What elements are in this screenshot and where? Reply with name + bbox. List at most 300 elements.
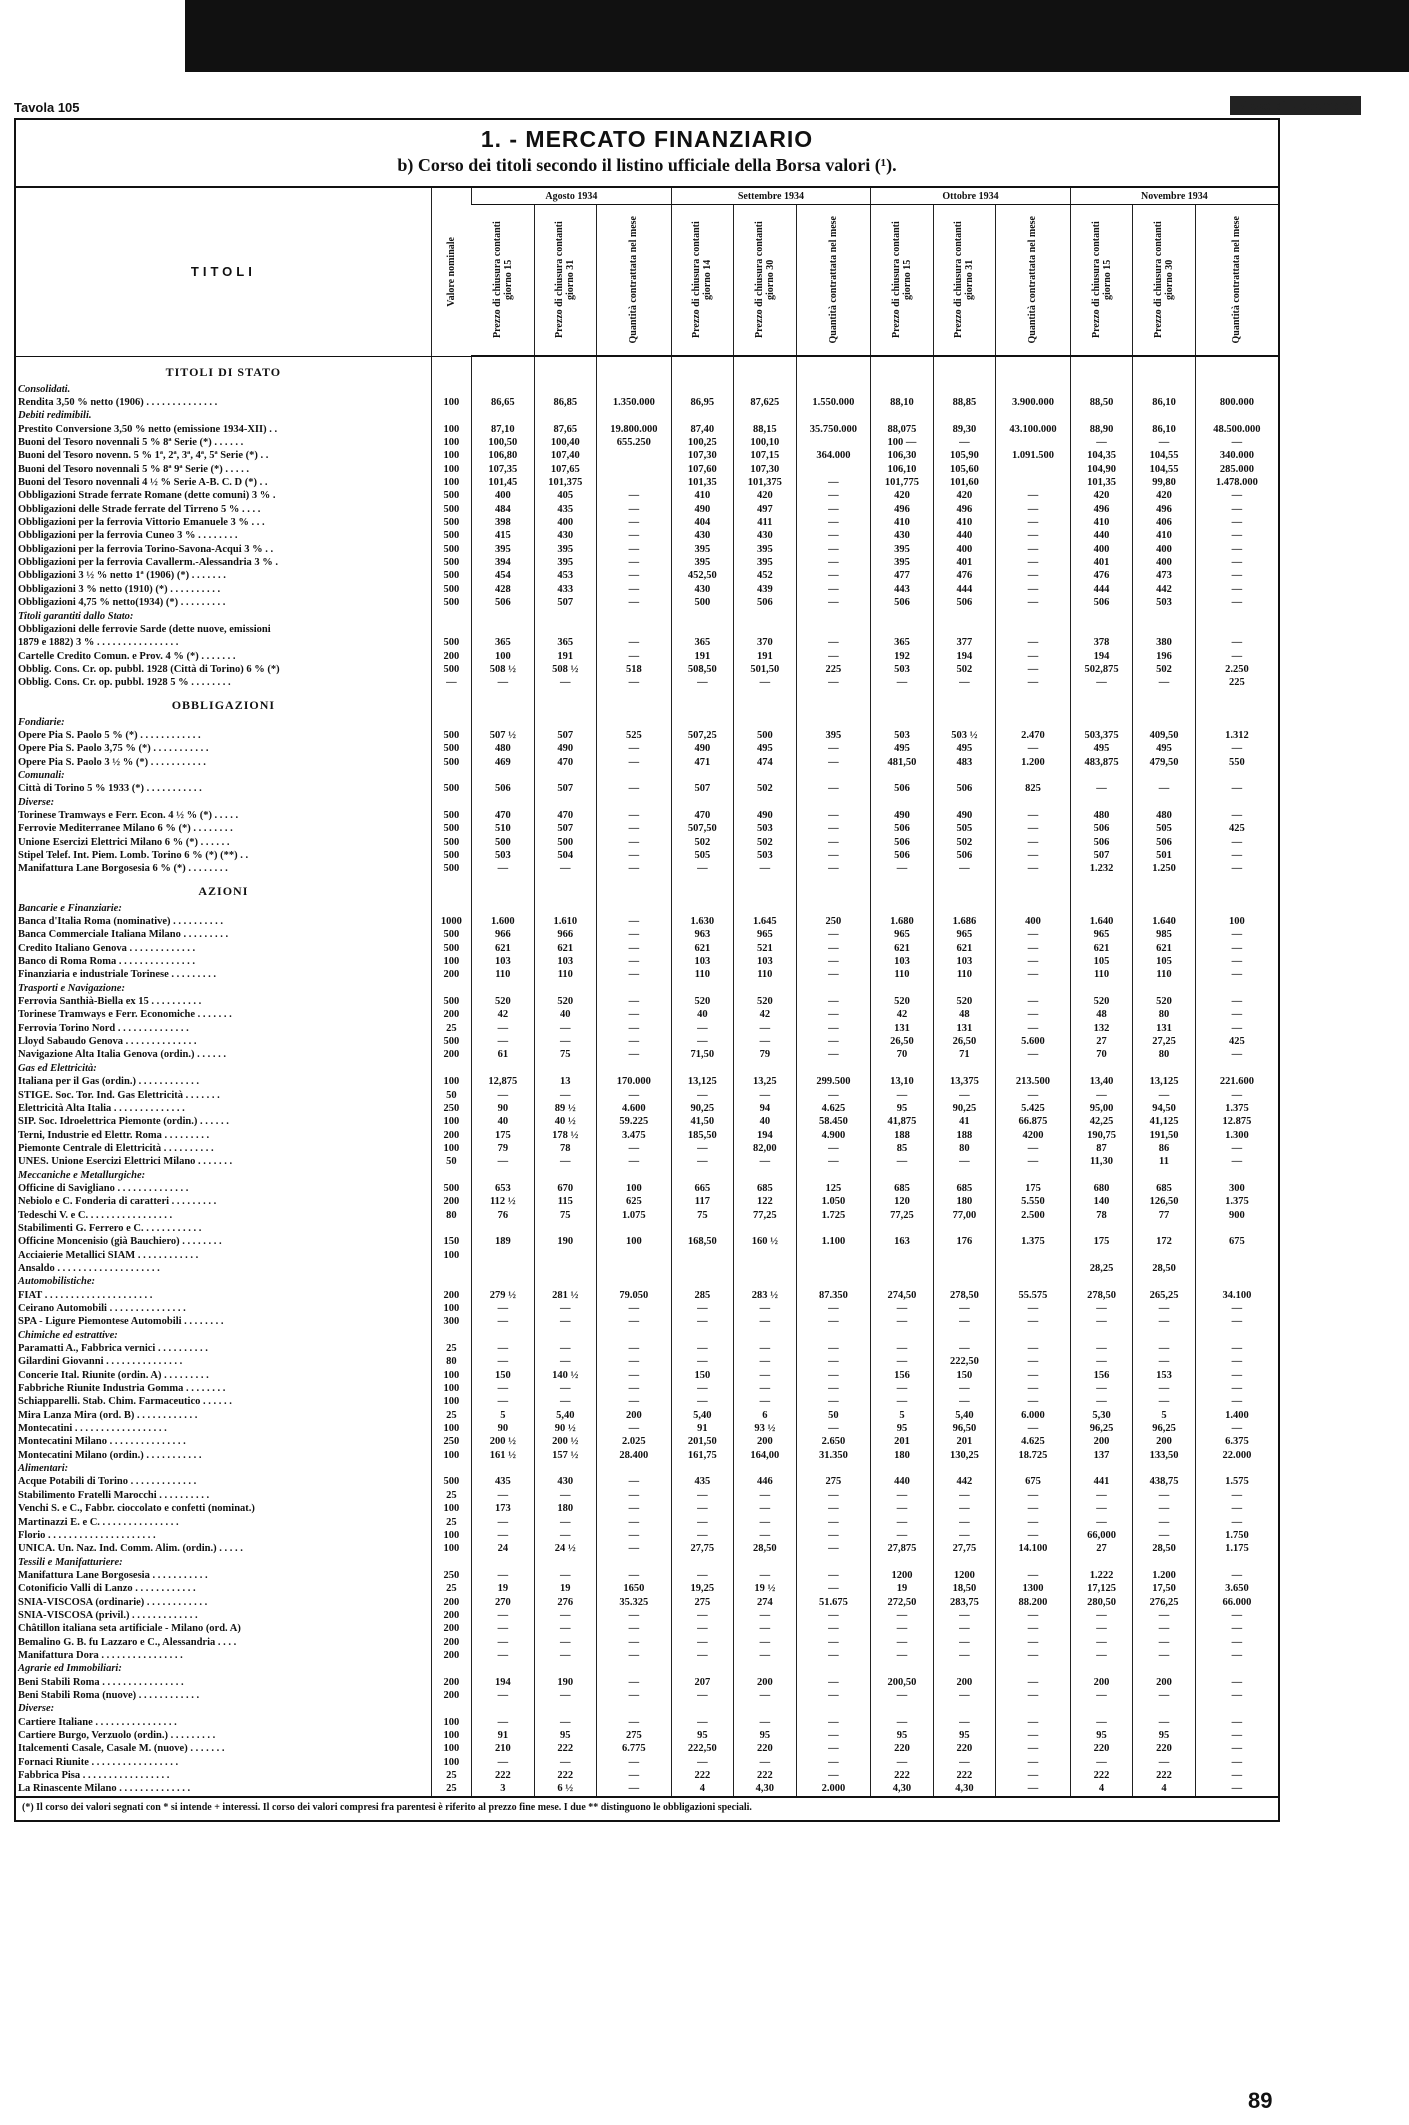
value-cell <box>996 1329 1071 1342</box>
value-cell <box>871 982 933 995</box>
col-header: Prezzo di chiusura contanti giorno 14 <box>671 205 733 357</box>
value-cell: 685 <box>1133 1182 1195 1195</box>
value-cell: 55.575 <box>996 1289 1071 1302</box>
value-cell: — <box>1070 1395 1132 1408</box>
value-cell: — <box>597 503 672 516</box>
value-cell: 506 <box>1133 836 1195 849</box>
value-cell <box>671 1168 733 1181</box>
value-cell: 520 <box>871 995 933 1008</box>
value-cell: 443 <box>871 583 933 596</box>
value-cell: 77,00 <box>933 1208 995 1221</box>
value-cell: 420 <box>933 489 995 502</box>
value-cell: 191,50 <box>1133 1128 1195 1141</box>
value-cell: 95,00 <box>1070 1102 1132 1115</box>
value-cell <box>933 1329 995 1342</box>
value-cell: 395 <box>796 729 871 742</box>
value-cell <box>1133 1462 1195 1475</box>
table-row <box>16 955 1278 968</box>
value-cell: — <box>734 1756 796 1769</box>
security-name: Banca d'Italia Roma (nominative) . . . . . . . . . . <box>18 916 224 928</box>
value-cell: 79 <box>472 1142 534 1155</box>
value-cell: 194 <box>734 1128 796 1141</box>
value-cell: 27 <box>1070 1542 1132 1555</box>
value-cell: — <box>534 1342 596 1355</box>
security-name: Bemalino G. B. fu Lazzaro e C., Alessandria . . . . <box>18 1636 237 1648</box>
value-cell: 13,125 <box>1133 1075 1195 1088</box>
value-cell: — <box>996 862 1071 875</box>
value-cell: — <box>671 1515 733 1528</box>
value-cell: 285.000 <box>1195 463 1278 476</box>
value-cell: — <box>933 1489 995 1502</box>
value-cell: — <box>796 782 871 795</box>
value-cell: 48 <box>933 1008 995 1021</box>
value-cell: 274,50 <box>871 1289 933 1302</box>
value-cell: 502 <box>734 782 796 795</box>
value-cell: 189 <box>472 1235 534 1248</box>
value-cell: — <box>1195 489 1278 502</box>
value-cell: — <box>597 596 672 609</box>
category-row <box>16 609 1278 622</box>
value-cell <box>597 1062 672 1075</box>
value-cell <box>1195 1275 1278 1288</box>
value-cell: 86,85 <box>534 396 596 409</box>
value-cell: — <box>996 1515 1071 1528</box>
value-cell: — <box>534 1689 596 1702</box>
table-row <box>16 1048 1278 1061</box>
security-name: Ferrovia Torino Nord . . . . . . . . . . . . . . <box>18 1022 189 1034</box>
value-cell: — <box>796 1622 871 1635</box>
value-cell: — <box>1195 968 1278 981</box>
value-cell: — <box>796 1315 871 1328</box>
value-cell <box>1070 356 1132 383</box>
value-cell: — <box>597 1382 672 1395</box>
value-cell: 507 <box>534 729 596 742</box>
table-row <box>16 529 1278 542</box>
value-cell: 400 <box>472 489 534 502</box>
value-cell: — <box>597 1142 672 1155</box>
value-cell: 28,25 <box>1070 1262 1132 1275</box>
security-name: Buoni del Tesoro novenn. 5 % 1ª, 2ª, 3ª, 4ª, 5ª Serie (*) . . <box>18 450 269 462</box>
value-cell: — <box>1195 1729 1278 1742</box>
security-name: Banca Commerciale Italiana Milano . . . . . . . . . <box>18 929 229 941</box>
value-cell: — <box>1195 1756 1278 1769</box>
value-cell: — <box>534 1489 596 1502</box>
value-cell: 507 <box>534 782 596 795</box>
value-cell: — <box>996 1302 1071 1315</box>
value-cell: — <box>871 1489 933 1502</box>
security-name: Navigazione Alta Italia Genova (ordin.) . . . . . . <box>18 1049 226 1061</box>
value-cell: 19 <box>534 1582 596 1595</box>
security-name: Lloyd Sabaudo Genova . . . . . . . . . . . . . . <box>18 1036 197 1048</box>
category-row <box>16 1555 1278 1568</box>
value-cell: 105,60 <box>933 463 995 476</box>
value-cell: 1.050 <box>796 1195 871 1208</box>
value-cell: 95 <box>933 1729 995 1742</box>
value-cell: 200 <box>1133 1675 1195 1688</box>
category-row <box>16 1168 1278 1181</box>
value-cell: 480 <box>1070 809 1132 822</box>
security-name: Fornaci Riunite . . . . . . . . . . . . . . . . . <box>18 1756 179 1768</box>
value-cell: 156 <box>1070 1369 1132 1382</box>
value-cell: 395 <box>734 543 796 556</box>
value-cell: 675 <box>996 1475 1071 1488</box>
table-row <box>16 476 1278 489</box>
value-cell: — <box>871 1515 933 1528</box>
value-cell: 200,50 <box>871 1675 933 1688</box>
value-cell: 401 <box>933 556 995 569</box>
value-cell: 444 <box>933 583 995 596</box>
security-name: Obbligazioni 3 % netto (1910) (*) . . . . . . . . . . <box>18 583 221 595</box>
value-cell: 476 <box>933 569 995 582</box>
value-cell: 502 <box>933 836 995 849</box>
value-cell: — <box>597 1022 672 1035</box>
value-cell <box>1195 383 1278 396</box>
value-cell: 4.625 <box>996 1435 1071 1448</box>
value-cell: — <box>472 1756 534 1769</box>
value-cell: 35.325 <box>597 1595 672 1608</box>
table-row <box>16 822 1278 835</box>
value-cell: 90 <box>472 1102 534 1115</box>
value-cell: 685 <box>933 1182 995 1195</box>
value-cell: — <box>796 1369 871 1382</box>
value-cell: 1.680 <box>871 915 933 928</box>
value-cell: — <box>671 1635 733 1648</box>
value-cell <box>534 1248 596 1261</box>
value-cell: — <box>1133 1088 1195 1101</box>
value-cell: — <box>996 1756 1071 1769</box>
security-name: Montecatini Milano . . . . . . . . . . . . . . . <box>18 1436 186 1448</box>
value-cell: 500 <box>734 729 796 742</box>
value-cell: — <box>534 1315 596 1328</box>
table-row <box>16 1422 1278 1435</box>
value-cell: — <box>933 1622 995 1635</box>
value-cell <box>996 1275 1071 1288</box>
value-cell: 28.400 <box>597 1449 672 1462</box>
value-cell: 506 <box>472 596 534 609</box>
table-row <box>16 1475 1278 1488</box>
value-cell: 34.100 <box>1195 1289 1278 1302</box>
page-subtitle: b) Corso dei titoli secondo il listino ufficiale della Borsa valori (¹). <box>397 155 897 175</box>
value-cell: 965 <box>1070 928 1132 941</box>
value-cell <box>671 383 733 396</box>
table-row <box>16 463 1278 476</box>
value-cell: — <box>796 1342 871 1355</box>
nominal-value-cell: 200 <box>431 1595 471 1608</box>
value-cell: 86,95 <box>671 396 733 409</box>
value-cell: 101,35 <box>671 476 733 489</box>
value-cell: 400 <box>1070 543 1132 556</box>
security-name: Chimiche ed estrattive: <box>18 1329 118 1341</box>
value-cell <box>796 1662 871 1675</box>
value-cell <box>933 1662 995 1675</box>
value-cell <box>597 1262 672 1275</box>
value-cell: 497 <box>734 503 796 516</box>
value-cell: — <box>597 1782 672 1795</box>
category-row <box>16 769 1278 782</box>
table-row <box>16 596 1278 609</box>
value-cell: — <box>796 489 871 502</box>
value-cell: 506 <box>1070 596 1132 609</box>
value-cell: 495 <box>734 742 796 755</box>
col-header: Prezzo di chiusura contanti giorno 15 <box>1070 205 1132 357</box>
value-cell <box>796 436 871 449</box>
value-cell: — <box>1195 1355 1278 1368</box>
security-name: Rendita 3,50 % netto (1906) . . . . . . . . . . . . . . <box>18 397 218 409</box>
value-cell: 194 <box>933 649 995 662</box>
value-cell: 395 <box>472 543 534 556</box>
value-cell: — <box>796 583 871 596</box>
page-title: 1. - MERCATO FINANZIARIO <box>480 126 814 152</box>
value-cell <box>597 1462 672 1475</box>
value-cell <box>472 689 534 715</box>
value-cell: — <box>1195 1302 1278 1315</box>
value-cell: 120 <box>871 1195 933 1208</box>
value-cell <box>472 715 534 728</box>
value-cell <box>1133 1275 1195 1288</box>
value-cell: 90 ½ <box>534 1422 596 1435</box>
value-cell: — <box>597 649 672 662</box>
value-cell: 190 <box>534 1675 596 1688</box>
value-cell: 78 <box>534 1142 596 1155</box>
value-cell: — <box>996 1369 1071 1382</box>
value-cell: — <box>996 1729 1071 1742</box>
value-cell: 1.300 <box>1195 1128 1278 1141</box>
value-cell <box>472 1248 534 1261</box>
nominal-value-cell: 200 <box>431 1008 471 1021</box>
value-cell: 507,25 <box>671 729 733 742</box>
value-cell <box>1133 902 1195 915</box>
value-cell: 48 <box>1070 1008 1132 1021</box>
value-cell: — <box>597 636 672 649</box>
value-cell: 1.350.000 <box>597 396 672 409</box>
value-cell: 90,25 <box>933 1102 995 1115</box>
nominal-value-cell: 500 <box>431 663 471 676</box>
value-cell: 490 <box>671 742 733 755</box>
security-name: Châtillon italiana seta artificiale - Milano (ord. A) <box>18 1623 241 1635</box>
value-cell: — <box>933 1716 995 1729</box>
value-cell <box>1070 769 1132 782</box>
value-cell: 440 <box>1070 529 1132 542</box>
value-cell: — <box>1070 1609 1132 1622</box>
value-cell <box>534 409 596 422</box>
nominal-value-cell <box>431 795 471 808</box>
value-cell <box>1195 356 1278 383</box>
security-name: Gas ed Elettricità: <box>18 1062 97 1074</box>
value-cell: — <box>933 676 995 689</box>
value-cell <box>996 715 1071 728</box>
nominal-value-cell: 200 <box>431 1649 471 1662</box>
value-cell: — <box>734 1502 796 1515</box>
nominal-value-cell: 500 <box>431 995 471 1008</box>
category-row <box>16 795 1278 808</box>
value-cell: 70 <box>1070 1048 1132 1061</box>
security-name: Prestito Conversione 3,50 % netto (emissione 1934-XII) . . <box>18 423 278 435</box>
value-cell: 105 <box>1133 955 1195 968</box>
value-cell: 100,10 <box>734 436 796 449</box>
value-cell <box>597 476 672 489</box>
value-cell: 220 <box>1133 1742 1195 1755</box>
value-cell <box>1070 1168 1132 1181</box>
nominal-value-cell: 500 <box>431 489 471 502</box>
value-cell: — <box>534 1635 596 1648</box>
value-cell: — <box>796 862 871 875</box>
security-name: Fabbrica Pisa . . . . . . . . . . . . . . . . . <box>18 1770 170 1782</box>
nominal-value-cell <box>431 409 471 422</box>
value-cell: 106,10 <box>871 463 933 476</box>
value-cell: 395 <box>871 543 933 556</box>
value-cell <box>933 1222 995 1235</box>
value-cell: 474 <box>734 755 796 768</box>
value-cell: 1.375 <box>1195 1195 1278 1208</box>
value-cell: — <box>671 1622 733 1635</box>
value-cell: 272,50 <box>871 1595 933 1608</box>
value-cell <box>1133 609 1195 622</box>
value-cell: 196 <box>1133 649 1195 662</box>
value-cell: 95 <box>1133 1729 1195 1742</box>
security-name: Buoni del Tesoro novennali 5 % 8ª Serie (*) . . . . . . <box>18 437 244 449</box>
value-cell: — <box>871 1382 933 1395</box>
value-cell <box>796 1555 871 1568</box>
value-cell: — <box>1195 809 1278 822</box>
value-cell <box>597 463 672 476</box>
value-cell: 508,50 <box>671 663 733 676</box>
value-cell <box>597 623 672 636</box>
value-cell <box>1195 1062 1278 1075</box>
nominal-value-cell <box>431 1329 471 1342</box>
value-cell: 200 <box>597 1409 672 1422</box>
table-row <box>16 1355 1278 1368</box>
value-cell: 140 <box>1070 1195 1132 1208</box>
value-cell: 505 <box>1133 822 1195 835</box>
value-cell: 188 <box>871 1128 933 1141</box>
value-cell: 104,55 <box>1133 449 1195 462</box>
value-cell <box>871 1248 933 1261</box>
value-cell: 100 <box>472 649 534 662</box>
value-cell: 503 <box>472 849 534 862</box>
value-cell: — <box>996 596 1071 609</box>
value-cell: — <box>996 649 1071 662</box>
value-cell: — <box>534 1302 596 1315</box>
value-cell: 35.750.000 <box>796 423 871 436</box>
nominal-value-cell: 100 <box>431 1142 471 1155</box>
value-cell: — <box>597 1769 672 1782</box>
value-cell: 51.675 <box>796 1595 871 1608</box>
value-cell <box>871 1222 933 1235</box>
value-cell: 95 <box>871 1422 933 1435</box>
nominal-value-cell <box>431 689 471 715</box>
value-cell: — <box>996 1769 1071 1782</box>
col-header: Prezzo di chiusura contanti giorno 30 <box>1133 205 1195 357</box>
value-cell: 122 <box>734 1195 796 1208</box>
value-cell <box>734 689 796 715</box>
value-cell: — <box>996 836 1071 849</box>
table-row <box>16 623 1278 636</box>
nominal-value-cell: 300 <box>431 1315 471 1328</box>
value-cell: — <box>597 1689 672 1702</box>
value-cell: — <box>734 1342 796 1355</box>
value-cell: 222 <box>1070 1769 1132 1782</box>
value-cell: 117 <box>671 1195 733 1208</box>
value-cell: 48.500.000 <box>1195 423 1278 436</box>
table-row <box>16 755 1278 768</box>
security-name: Buoni del Tesoro novennali 4 ½ % Serie A-B. C. D (*) . . <box>18 477 268 489</box>
col-header: Quantità contrattata nel mese <box>1195 205 1278 357</box>
value-cell: — <box>472 1035 534 1048</box>
value-cell: 300 <box>1195 1182 1278 1195</box>
value-cell <box>1195 1462 1278 1475</box>
value-cell <box>1070 609 1132 622</box>
value-cell <box>1133 1662 1195 1675</box>
nominal-value-cell: 200 <box>431 1289 471 1302</box>
value-cell: — <box>996 1529 1071 1542</box>
value-cell: 490 <box>671 503 733 516</box>
value-cell <box>734 1248 796 1261</box>
value-cell: 12.875 <box>1195 1115 1278 1128</box>
value-cell: 95 <box>871 1102 933 1115</box>
value-cell: — <box>597 809 672 822</box>
nominal-value-cell: 500 <box>431 862 471 875</box>
value-cell: 435 <box>472 1475 534 1488</box>
value-cell: 507 <box>534 822 596 835</box>
value-cell: 103 <box>671 955 733 968</box>
value-cell: — <box>796 636 871 649</box>
value-cell: 191 <box>534 649 596 662</box>
category-row <box>16 902 1278 915</box>
value-cell: 965 <box>734 928 796 941</box>
value-cell <box>1133 383 1195 396</box>
value-cell: 365 <box>472 636 534 649</box>
value-cell: — <box>796 1302 871 1315</box>
value-cell: 222 <box>933 1769 995 1782</box>
value-cell: 394 <box>472 556 534 569</box>
value-cell: 110 <box>1070 968 1132 981</box>
value-cell: — <box>933 436 995 449</box>
value-cell: — <box>597 1716 672 1729</box>
value-cell: 500 <box>472 836 534 849</box>
value-cell: 131 <box>1133 1022 1195 1035</box>
value-cell: — <box>996 516 1071 529</box>
value-cell: — <box>597 836 672 849</box>
value-cell: 503 <box>871 729 933 742</box>
value-cell <box>734 1329 796 1342</box>
value-cell: 507,50 <box>671 822 733 835</box>
value-cell: — <box>671 862 733 875</box>
value-cell: — <box>996 1649 1071 1662</box>
value-cell: — <box>996 1742 1071 1755</box>
top-notch <box>0 0 185 72</box>
value-cell: 4,30 <box>734 1782 796 1795</box>
value-cell <box>1195 769 1278 782</box>
value-cell: — <box>534 1529 596 1542</box>
value-cell: 377 <box>933 636 995 649</box>
security-name: Ferrovia Santhià-Biella ex 15 . . . . . . . . . . <box>18 996 202 1008</box>
value-cell: — <box>734 1689 796 1702</box>
value-cell: — <box>1195 1155 1278 1168</box>
value-cell: 95 <box>534 1729 596 1742</box>
value-cell: — <box>734 1489 796 1502</box>
value-cell: — <box>796 836 871 849</box>
value-cell: — <box>597 1515 672 1528</box>
value-cell: 380 <box>1133 636 1195 649</box>
value-cell: 410 <box>1133 529 1195 542</box>
value-cell: — <box>1133 676 1195 689</box>
value-cell <box>671 1662 733 1675</box>
value-cell: 42,25 <box>1070 1115 1132 1128</box>
value-cell: 490 <box>871 809 933 822</box>
value-cell: 1200 <box>871 1569 933 1582</box>
security-name: Obblig. Cons. Cr. op. pubbl. 1928 (Città di Torino) 6 % (*) <box>18 663 280 675</box>
value-cell: 200 <box>734 1435 796 1448</box>
